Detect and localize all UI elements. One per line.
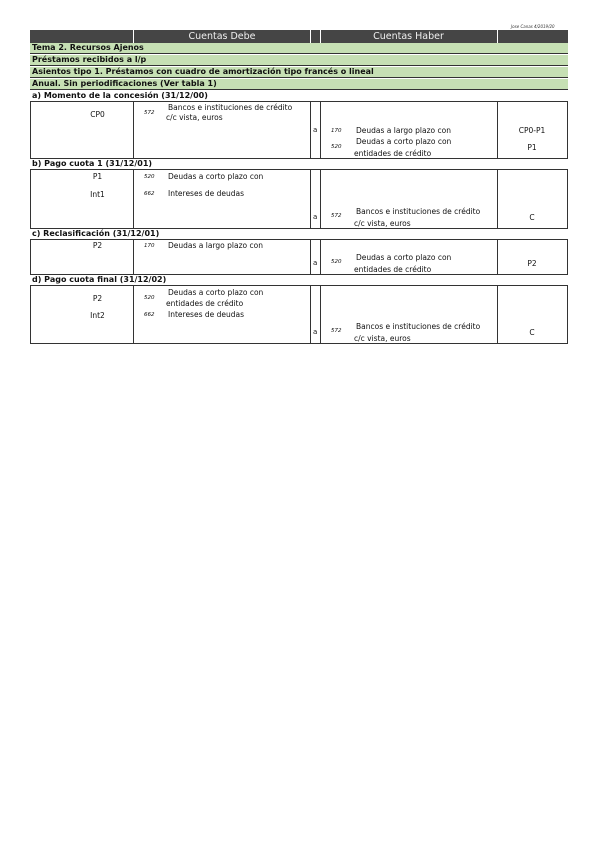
account-name: Deudas a largo plazo con: [356, 126, 451, 135]
account-code: 520: [331, 259, 342, 265]
haber-amount-label: P1: [527, 143, 537, 152]
debe-amount-label: CP0: [90, 110, 105, 119]
a-marker: a: [313, 328, 318, 336]
account-name: Deudas a largo plazo con: [168, 241, 263, 250]
account-name: c/c vista, euros: [166, 113, 223, 122]
account-name: Deudas a corto plazo con: [168, 288, 264, 297]
debe-amount-label: P2: [92, 294, 103, 303]
account-code: 572: [144, 110, 155, 116]
haber-amount-label: C: [529, 213, 535, 222]
account-code: 520: [331, 144, 342, 150]
account-name: Intereses de deudas: [168, 189, 245, 198]
account-code: 662: [144, 191, 155, 197]
section-title-b: b) Pago cuota 1 (31/12/01): [30, 159, 568, 170]
debe-amount-label: P2: [92, 241, 103, 250]
a-marker: a: [313, 213, 318, 221]
header-debe: Cuentas Debe: [188, 31, 256, 42]
header-divider: [320, 30, 321, 43]
band-tema: Tema 2. Recursos Ajenos: [30, 43, 568, 54]
account-code: 170: [331, 128, 342, 134]
band-anual: Anual. Sin periodificaciones (Ver tabla 1): [30, 79, 568, 90]
account-name: Bancos e instituciones de crédito: [356, 322, 481, 331]
account-name: c/c vista, euros: [354, 219, 411, 228]
account-name: entidades de crédito: [354, 265, 432, 274]
account-name: Intereses de deudas: [168, 310, 245, 319]
section-title-a: a) Momento de la concesión (31/12/00): [30, 91, 568, 102]
haber-amount-label: CP0-P1: [518, 126, 546, 135]
account-name: Deudas a corto plazo con: [168, 172, 264, 181]
author-note: Jose Canas 4/2019/20: [511, 24, 555, 29]
band-asientos: Asientos tipo 1. Préstamos con cuadro de amortización tipo francés o lineal: [30, 67, 568, 78]
debe-amount-label: P1: [92, 172, 103, 181]
account-name: entidades de crédito: [166, 299, 244, 308]
account-name: Bancos e instituciones de crédito: [356, 207, 481, 216]
header-divider: [133, 30, 134, 43]
account-code: 170: [144, 243, 155, 249]
debe-amount-label: Int2: [90, 311, 105, 320]
header-haber: Cuentas Haber: [373, 31, 444, 42]
account-name: Bancos e instituciones de crédito: [168, 103, 293, 112]
account-name: c/c vista, euros: [354, 334, 411, 343]
a-marker: a: [313, 259, 318, 267]
header-divider: [310, 30, 311, 43]
band-prestamos: Préstamos recibidos a l/p: [30, 55, 568, 66]
debe-amount-label: Int1: [90, 190, 105, 199]
account-code: 662: [144, 312, 155, 318]
section-title-d: d) Pago cuota final (31/12/02): [30, 275, 568, 286]
section-title-c: c) Reclasificación (31/12/01): [30, 229, 568, 240]
account-code: 572: [331, 213, 342, 219]
a-marker: a: [313, 126, 318, 134]
haber-amount-label: P2: [527, 259, 537, 268]
account-name: entidades de crédito: [354, 149, 432, 158]
account-code: 520: [144, 174, 155, 180]
haber-amount-label: C: [529, 328, 535, 337]
account-name: Deudas a corto plazo con: [356, 137, 452, 146]
account-code: 520: [144, 295, 155, 301]
account-code: 572: [331, 328, 342, 334]
account-name: Deudas a corto plazo con: [356, 253, 452, 262]
header-divider: [497, 30, 498, 43]
